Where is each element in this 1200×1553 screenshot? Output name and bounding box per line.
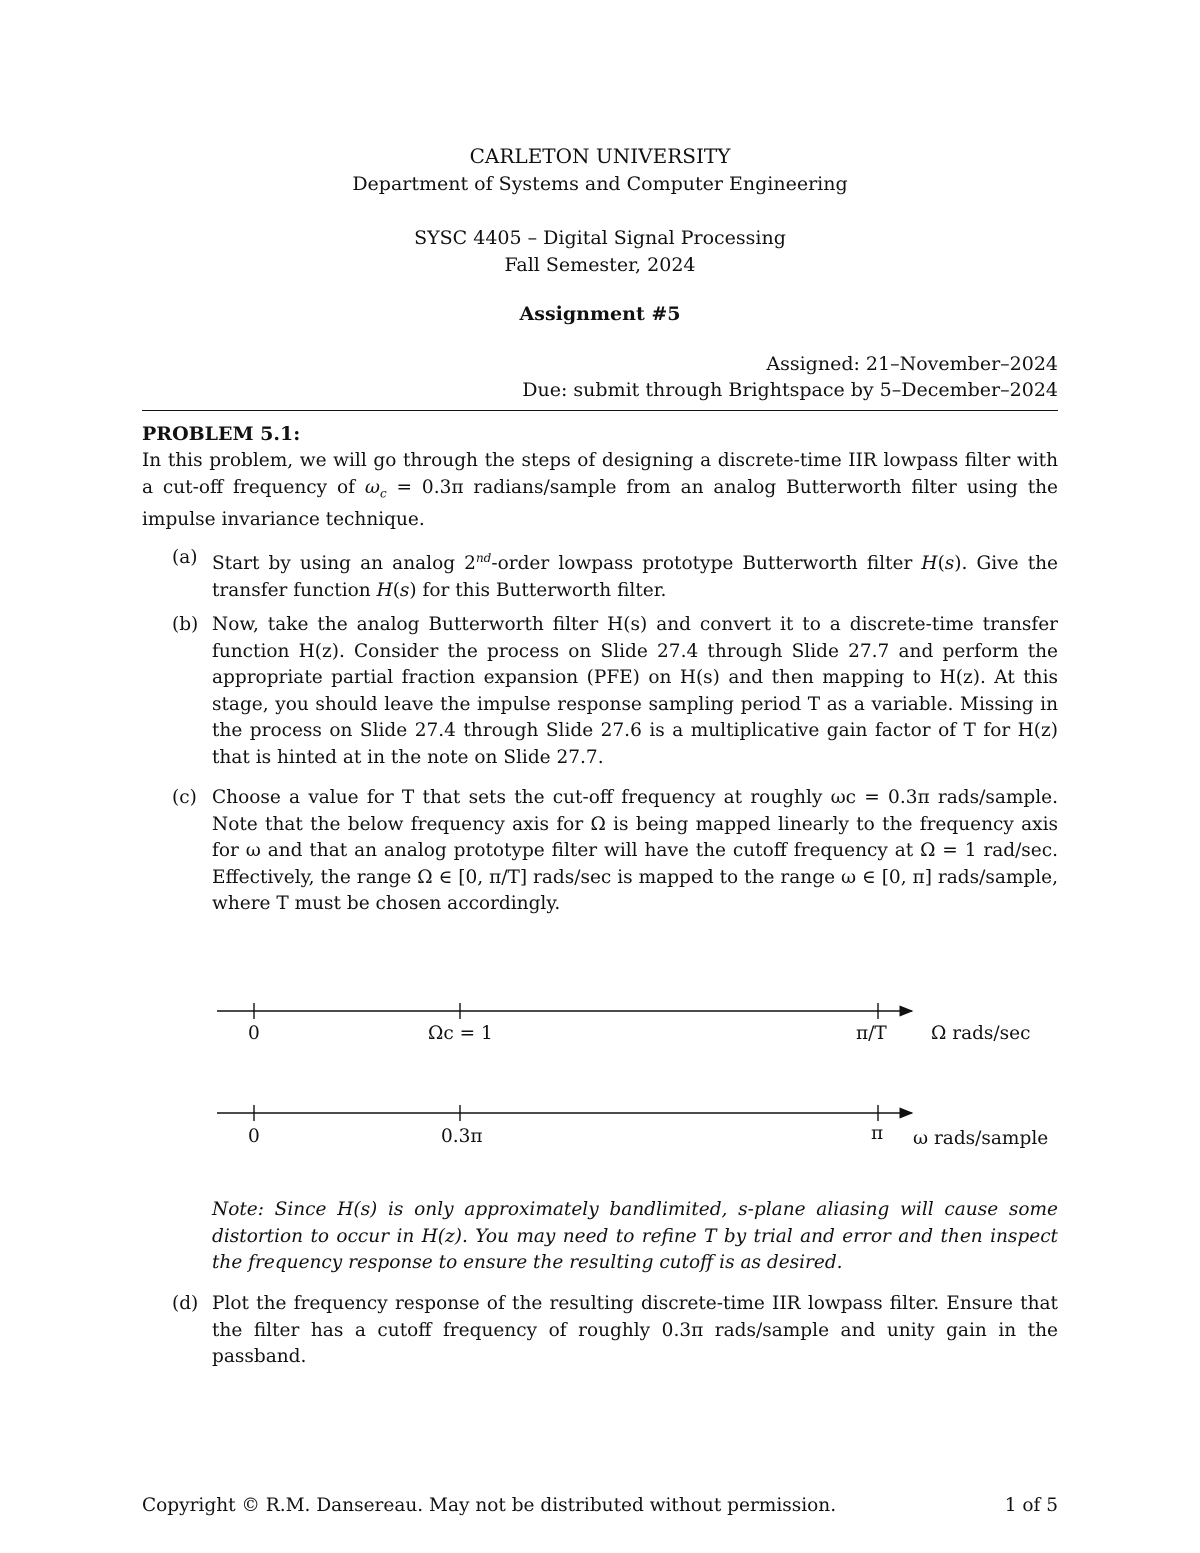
analog-tick-label-1: Ωc = 1	[428, 1023, 493, 1044]
list-item-d	[172, 1291, 1058, 1371]
item-label: (d)	[172, 1293, 199, 1314]
item-text: Choose a value for T that sets the cut-off frequency at roughly ωc = 0.3π rads/sample. Note that the below frequency axis for Ω is being mapped linearly to the frequency axis for ω and that an analog prototype filter will have the cutoff frequency at Ω = 1 rad/sec. Effectively, the range Ω ∈ [0, π/T] rads/sec is mapped to the range ω ∈ [0, π] rads/sample, where T must be chosen accordingly.	[212, 787, 1058, 915]
item-label: (b)	[172, 614, 199, 635]
problem-title: PROBLEM 5.1:	[142, 423, 301, 445]
due-date: Due: submit through Brightspace by 5–December–2024	[522, 379, 1058, 401]
item-label: (a)	[172, 547, 198, 568]
assigned-date: Assigned: 21–November–2024	[766, 353, 1058, 375]
note-paragraph: Note: Since H(s) is only approximately bandlimited, s-plane aliasing will cause some distortion to occur in H(z). You may need to refine T by trial and error and then inspect the frequency response to ensure the resulting cutoff is as desired.	[212, 1199, 1058, 1274]
item-text: Now, take the analog Butterworth filter H(s) and convert it to a discrete-time transfer function H(z). Consider the process on Slide 27.4 through Slide 27.7 and perform the appropriate partial fraction expansion (PFE) on H(s) and then mapping to H(z). At this stage, you should leave the impulse response sampling period T as a variable. Missing in the process on Slide 27.4 through Slide 27.6 is a multiplicative gain factor of T for H(z) that is hinted at in the note on Slide 27.7.	[212, 614, 1058, 768]
digital-tick-label-1: 0.3π	[441, 1126, 483, 1147]
analog-axis-unit: Ω rads/sec	[931, 1023, 1031, 1044]
digital-axis-unit: ω rads/sample	[913, 1128, 1049, 1149]
problem-intro: In this problem, we will go through the steps of designing a discrete-time IIR lowpass filter with a cut-off frequency of $\omega_c = 0.3\pi$ radians/sample from an analog Butterworth filter using the impulse invariance technique.	[142, 450, 1058, 530]
assignment-title: Assignment #5	[519, 303, 681, 325]
university-name: CARLETON UNIVERSITY	[469, 144, 731, 168]
analog-tick-label-0: 0	[248, 1023, 260, 1044]
digital-tick-label-0: 0	[248, 1126, 260, 1147]
digital-tick-label-2: π	[871, 1123, 884, 1144]
item-text: Plot the frequency response of the resulting discrete-time IIR lowpass filter. Ensure that the filter has a cutoff frequency of roughly 0.3π rads/sample and unity gain in the passband.	[212, 1293, 1058, 1368]
copyright-notice: Copyright © R.M. Dansereau. May not be distributed without permission.	[142, 1495, 837, 1516]
item-text: Start by using an analog 2nd-order lowpass prototype Butterworth filter H(s). Give the transfer function H(s) for this Butterworth filter.	[212, 551, 1058, 601]
semester: Fall Semester, 2024	[504, 254, 696, 276]
page-number: 1 of 5	[1004, 1495, 1058, 1516]
analog-tick-label-2: π/T	[856, 1023, 887, 1044]
department-name: Department of Systems and Computer Engineering	[352, 173, 848, 195]
course-title: SYSC 4405 – Digital Signal Processing	[414, 227, 786, 249]
item-label: (c)	[172, 787, 197, 808]
